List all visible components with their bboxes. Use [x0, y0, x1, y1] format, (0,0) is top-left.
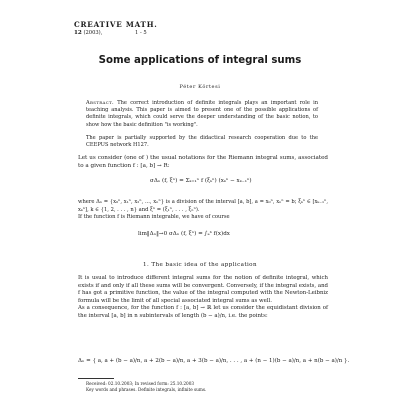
page-range: 1 - 5 — [135, 30, 147, 36]
formula-division: Δₙ = { a, a + (b − a)/n, a + 2(b − a)/n, a + 3(b − a)/n, . . . , a + (n − 1)(b − a)/n, a + n(b − a)/n }. — [78, 358, 350, 364]
paragraph-2 — [78, 199, 328, 222]
abstract-heading: Abstract. — [86, 100, 114, 106]
footnote-divider — [78, 378, 114, 379]
paragraph-4-text: It is usual to introduce different integral sums for the notion of definite integral, which exists if and only if all these sums will be convergent. Conversely, if the integral exists, and f has got a primitive function, the value of the integral computed with the Newton-Leibniz formula will be the limit of all special associated integral sums as well. — [78, 275, 328, 304]
paper-title: Some applications of integral sums — [98, 55, 302, 66]
paragraph-1: Let us consider (one of ) the usual notations for the Riemann integral sums, associated to a given function f : [a, b] → R: — [78, 155, 328, 169]
paragraph-2-text: where Δₙ = {x₀ⁿ, x₁ⁿ, x₂ⁿ, ..., xₙⁿ} is a division of the interval [a, b], a = x₀ⁿ, xₙⁿ = b; ξₖⁿ ∈ [xₖ₋₁ⁿ, xₖⁿ], k ∈ {1, 2, . . . , n} and ξⁿ = (ξ₁ⁿ, . . . , ξₙⁿ). — [78, 199, 328, 213]
volume-year: (2003), — [83, 30, 103, 36]
volume-info — [74, 30, 102, 36]
footnote — [86, 381, 206, 392]
abstract-text: The correct introduction of definite integrals plays an important role in teaching analysis. This paper is aimed to present one of the possible applications of definite integrals, which could serve the deeper understanding of the basic notion, to show how the basic definition "is working". — [86, 100, 319, 128]
formula-limit: lim‖Δₙ‖→0 σΔₙ (f, ξⁿ) = ∫ₐᵇ f(x)dx — [138, 231, 230, 237]
author-name: Péter Körtesi — [179, 84, 221, 90]
paragraph-4 — [78, 275, 328, 321]
journal-name: CREATIVE MATH. — [74, 20, 158, 29]
abstract — [86, 100, 318, 129]
footnote-received: Received: 02.10.2003; In revised form: 25.10.2003 — [86, 381, 195, 386]
footnote-keywords: Key words and phrases. Definite integrals, infinite sums. — [86, 386, 207, 392]
paragraph-5-text: As a consequence, for the function f : [a, b] → ℝ let us consider the equidistant division of the interval [a, b] in n subintervals of length (b − a)/n, i.e. the points: — [78, 305, 328, 319]
section-heading: 1. The basic idea of the application — [143, 262, 257, 268]
support-note: The paper is partially supported by the didactical research cooperation due to the CEEPUS network H127. — [86, 135, 318, 149]
volume-number: 12 — [74, 30, 82, 36]
formula-riemann-sum: σΔₙ (f, ξⁿ) = Σₖ₌₁ⁿ f (ξₖⁿ) (xₖⁿ − xₖ₋₁ⁿ) — [150, 178, 252, 184]
paragraph-3-text: If the function f is Riemann integrable, we have of course — [78, 214, 230, 221]
